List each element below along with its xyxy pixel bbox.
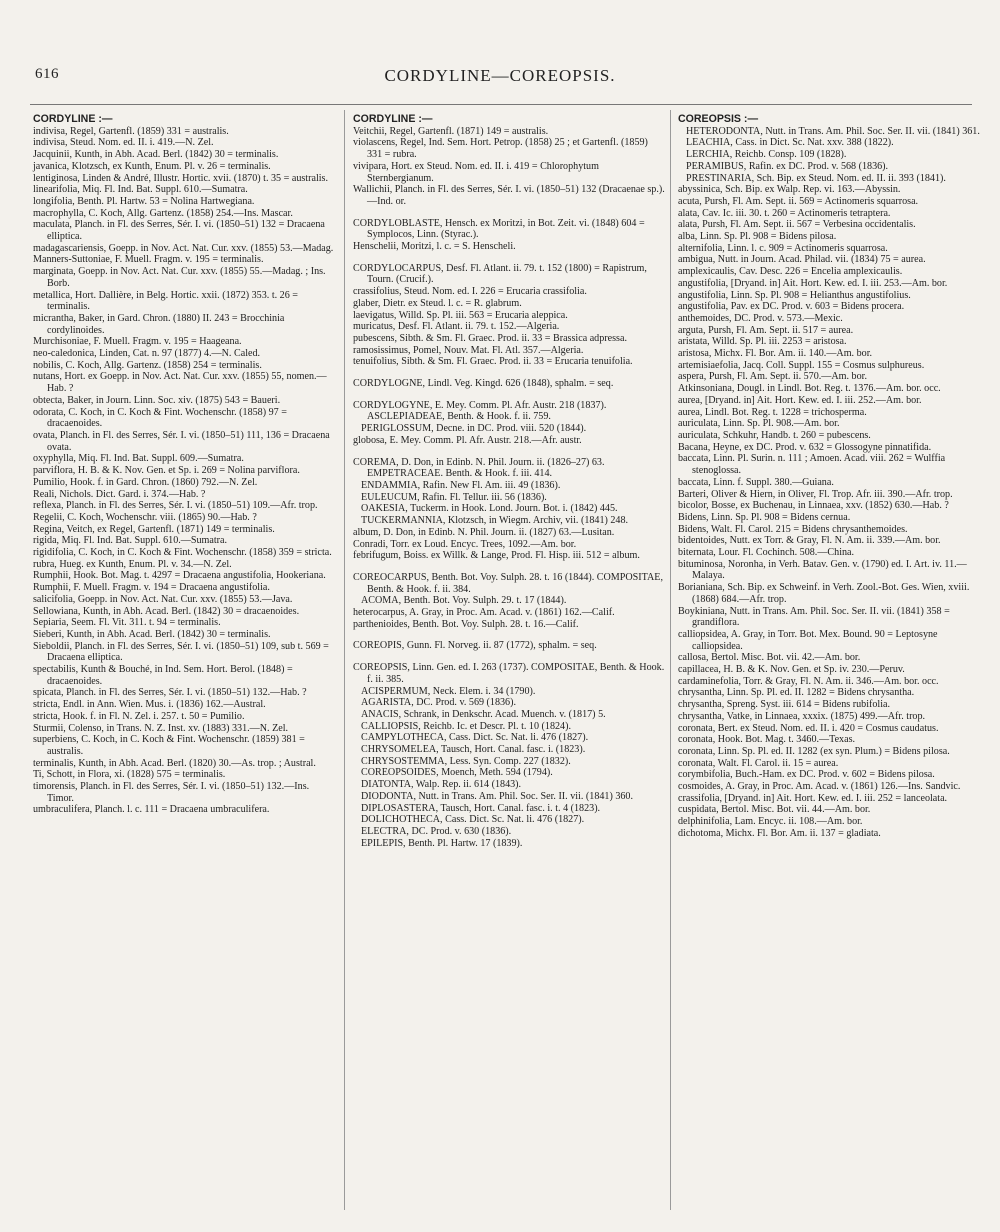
- index-entry: Reali, Nichols. Dict. Gard. i. 374.—Hab. ?: [33, 488, 206, 500]
- synonym-entry: DIODONTA, Nutt. in Trans. Am. Phil. Soc. Ser. II. vii. (1841) 360.: [361, 790, 634, 802]
- index-entry: bituminosa, Noronha, in Verh. Batav. Gen. v. (1790) ed. I. Art. iv. 11.—Malaya.: [678, 558, 967, 582]
- index-entry: COREOPIS, Gunn. Fl. Norveg. ii. 87 (1772), sphalm. = seq.: [353, 640, 597, 652]
- synonym-entry: CALLIOPSIS, Reichb. Ic. et Descr. Pl. t. 10 (1824).: [361, 720, 571, 732]
- index-entry: album, D. Don, in Edinb. N. Phil. Journ. ii. (1827) 63.—Lusitan.: [353, 526, 615, 538]
- index-entry: Sieberi, Kunth, in Abh. Acad. Berl. (1842) 30 = terminalis.: [33, 628, 271, 640]
- index-entry: crassifolius, Steud. Nom. ed. I. 226 = Erucaria crassifolia.: [353, 286, 587, 298]
- index-entry: Sepiaria, Seem. Fl. Vit. 311. t. 94 = terminalis.: [33, 617, 221, 629]
- index-entry: Bacana, Heyne, ex DC. Prod. v. 632 = Glossogyne pinnatifida.: [678, 441, 932, 453]
- index-entry: rubra, Hueg. ex Kunth, Enum. Pl. v. 34.—N. Zel.: [33, 558, 232, 570]
- synonym-entry: EPILEPIS, Benth. Pl. Hartw. 17 (1839).: [361, 837, 523, 849]
- index-entry: ramosissimus, Pomel, Nouv. Mat. Fl. Atl. 357.—Algeria.: [353, 344, 584, 356]
- index-entry: reflexa, Planch. in Fl. des Serres, Sér. I. vi. (1850–51) 109.—Afr. trop.: [33, 500, 318, 512]
- index-entry: Veitchii, Regel, Gartenfl. (1871) 149 = australis.: [353, 125, 549, 137]
- index-entry: CORDYLOGYNE, E. Mey. Comm. Pl. Afr. Austr. 218 (1837). ASCLEPIADEAE, Benth. & Hook. f. ii. 759.: [353, 399, 607, 423]
- synonym-entry: COREOPSOIDES, Moench, Meth. 594 (1794).: [361, 767, 553, 779]
- index-entry: coronata, Walt. Fl. Carol. ii. 15 = aurea.: [678, 757, 839, 769]
- index-entry: maculata, Planch. in Fl. des Serres, Sér. I. vi. (1850–51) 132 = Dracaena elliptica.: [33, 219, 325, 243]
- index-entry: Manners-Suttoniae, F. Muell. Fragm. v. 195 = terminalis.: [33, 254, 264, 266]
- synonym-entry: CAMPYLOTHECA, Cass. Dict. Sc. Nat. li. 476 (1827).: [361, 732, 589, 744]
- index-entry: COREOCARPUS, Benth. Bot. Voy. Sulph. 28. t. 16 (1844). COMPOSITAE, Benth. & Hook. f. ii. 384.: [353, 571, 663, 595]
- index-entry: baccata, Linn. Pl. Surin. n. 111 ; Amoen. Acad. viii. 262 = Wulffia stenoglossa.: [678, 453, 946, 477]
- index-entry: Rumphii, Hook. Bot. Mag. t. 4297 = Dracaena angustifolia, Hookeriana.: [33, 570, 326, 582]
- index-entry: alata, Pursh, Fl. Am. Sept. ii. 567 = Verbesina occidentalis.: [678, 219, 916, 231]
- index-entry: Barteri, Oliver & Hiern, in Oliver, Fl. Trop. Afr. iii. 390.—Afr. trop.: [678, 488, 953, 500]
- index-entry: cosmoides, A. Gray, in Proc. Am. Acad. v. (1861) 126.—Ins. Sandvic.: [678, 781, 961, 793]
- index-entry: febrifugum, Boiss. ex Willk. & Lange, Prod. Fl. Hisp. iii. 512 = album.: [353, 550, 640, 562]
- index-entry: terminalis, Kunth, in Abh. Acad. Berl. (1820) 30.—As. trop. ; Austral.: [33, 757, 316, 769]
- synonym-entry: CHRYSOMELEA, Tausch, Hort. Canal. fasc. i. (1823).: [361, 744, 586, 756]
- synonym-entry: LERCHIA, Reichb. Consp. 109 (1828).: [686, 149, 847, 161]
- index-entry: CORDYLOCARPUS, Desf. Fl. Atlant. ii. 79. t. 152 (1800) = Rapistrum, Tourn. (Crucif.).: [353, 262, 647, 286]
- synonym-entry: ACISPERMUM, Neck. Elem. i. 34 (1790).: [361, 685, 536, 697]
- index-entry: metallica, Hort. Dallière, in Belg. Hortic. xxii. (1872) 353. t. 26 = terminalis.: [33, 289, 298, 313]
- index-entry: bicolor, Bosse, ex Buchenau, in Linnaea, xxv. (1852) 630.—Hab. ?: [678, 500, 949, 512]
- index-entry: glaber, Dietr. ex Steud. l. c. = R. glabrum.: [353, 297, 522, 309]
- index-entry: violascens, Regel, Ind. Sem. Hort. Petrop. (1858) 25 ; et Gartenfl. (1859) 331 = rubra.: [353, 137, 648, 161]
- index-entry: aristata, Willd. Sp. Pl. iii. 2253 = aristosa.: [678, 336, 847, 348]
- index-entry: baccata, Linn. f. Suppl. 380.—Guiana.: [678, 476, 834, 488]
- index-entry: spectabilis, Kunth & Bouché, in Ind. Sem. Hort. Berol. (1848) = dracaenoides.: [33, 664, 293, 687]
- synonym-entry: TUCKERMANNIA, Klotzsch, in Wiegm. Archiv, vii. (1841) 248.: [361, 515, 629, 527]
- index-entry: crassifolia, [Dryand. in] Ait. Hort. Kew. ed. I. iii. 252 = lanceolata.: [678, 792, 948, 804]
- text-column-left: [33, 114, 335, 816]
- index-entry: timorensis, Planch. in Fl. des Serres, Sér. I. vi. (1850–51) 132.—Ins. Timor.: [33, 781, 310, 804]
- index-entry: superbiens, C. Koch, in C. Koch & Fint. Wochenschr. (1859) 381 = australis.: [33, 734, 305, 757]
- index-entry: acuta, Pursh, Fl. Am. Sept. ii. 569 = Actinomeris squarrosa.: [678, 195, 919, 207]
- index-entry: Sellowiana, Kunth, in Abh. Acad. Berl. (1842) 30 = dracaenoides.: [33, 605, 300, 617]
- index-entry: COREMA, D. Don, in Edinb. N. Phil. Journ. ii. (1826–27) 63. EMPETRACEAE. Benth. & Hook. f. iii. 414.: [353, 456, 605, 480]
- index-entry: capillacea, H. B. & K. Nov. Gen. et Sp. iv. 230.—Peruv.: [678, 664, 905, 676]
- index-entry: Pumilio, Hook. f. in Gard. Chron. (1860) 792.—N. Zel.: [33, 476, 258, 488]
- index-entry: auriculata, Linn. Sp. Pl. 908.—Am. bor.: [678, 418, 840, 430]
- index-entry: marginata, Goepp. in Nov. Act. Nat. Cur. xxv. (1855) 55.—Madag. ; Ins. Borb.: [33, 266, 326, 289]
- index-entry: nobilis, C. Koch, Allg. Gartenz. (1858) 254 = terminalis.: [33, 359, 262, 371]
- index-entry: umbraculifera, Planch. l. c. 111 = Dracaena umbraculifera.: [33, 804, 270, 816]
- section-heading: CORDYLINE :—: [33, 113, 113, 125]
- index-entry: muricatus, Desf. Fl. Atlant. ii. 79. t. 152.—Algeria.: [353, 321, 560, 333]
- synonym-entry: ENDAMMIA, Rafin. New Fl. Am. iii. 49 (1836).: [361, 479, 561, 491]
- index-entry: aurea, [Dryand. in] Ait. Hort. Kew. ed. I. iii. 252.—Am. bor.: [678, 394, 922, 406]
- index-entry: odorata, C. Koch, in C. Koch & Fint. Wochenschr. (1858) 97 = dracaenoides.: [33, 406, 287, 430]
- synonym-entry: PERAMIBUS, Rafin. ex DC. Prod. v. 568 (1836).: [686, 160, 889, 172]
- synonym-entry: DIATONTA, Walp. Rep. ii. 614 (1843).: [361, 779, 522, 791]
- index-entry: biternata, Lour. Fl. Cochinch. 508.—China.: [678, 547, 855, 559]
- index-entry: artemisiaefolia, Jacq. Coll. Suppl. 155 = Cosmus sulphureus.: [678, 359, 925, 371]
- index-entry: calliopsidea, A. Gray, in Torr. Bot. Mex. Bound. 90 = Leptosyne calliopsidea.: [678, 628, 938, 652]
- index-entry: COREOPSIS, Linn. Gen. ed. I. 263 (1737). COMPOSITAE, Benth. & Hook. f. ii. 385.: [353, 662, 665, 685]
- index-entry: Atkinsoniana, Dougl. in Lindl. Bot. Reg. t. 1376.—Am. bor. occ.: [678, 383, 941, 395]
- index-entry: indivisa, Regel, Gartenfl. (1859) 331 = australis.: [33, 125, 229, 137]
- index-entry: CORDYLOGNE, Lindl. Veg. Kingd. 626 (1848), sphalm. = seq.: [353, 378, 614, 390]
- column-separator: [670, 110, 671, 1210]
- synonym-entry: DIPLOSASTERA, Tausch, Hort. Canal. fasc. i. t. 4 (1823).: [361, 802, 601, 814]
- synonym-entry: PRESTINARIA, Sch. Bip. ex Steud. Nom. ed. II. ii. 393 (1841).: [686, 172, 946, 184]
- index-entry: alata, Cav. Ic. iii. 30. t. 260 = Actinomeris tetraptera.: [678, 207, 891, 219]
- index-entry: cardaminefolia, Torr. & Gray, Fl. N. Am. ii. 346.—Am. bor. occ.: [678, 675, 939, 687]
- index-entry: chrysantha, Linn. Sp. Pl. ed. II. 1282 = Bidens chrysantha.: [678, 687, 915, 699]
- index-entry: obtecta, Baker, in Journ. Linn. Soc. xiv. (1875) 543 = Baueri.: [33, 394, 281, 406]
- index-entry: coronata, Hook. Bot. Mag. t. 3460.—Texas.: [678, 734, 856, 746]
- synonym-entry: LEACHIA, Cass. in Dict. Sc. Nat. xxv. 388 (1822).: [686, 137, 894, 149]
- synonym-entry: HETERODONTA, Nutt. in Trans. Am. Phil. Soc. Ser. II. vii. (1841) 361.: [686, 125, 980, 137]
- index-entry: anthemoides, DC. Prod. v. 573.—Mexic.: [678, 312, 843, 324]
- index-entry: globosa, E. Mey. Comm. Pl. Afr. Austr. 218.—Afr. austr.: [353, 434, 582, 446]
- index-entry: parviflora, H. B. & K. Nov. Gen. et Sp. i. 269 = Nolina parviflora.: [33, 465, 300, 477]
- index-entry: dichotoma, Michx. Fl. Bor. Am. ii. 137 = gladiata.: [678, 827, 881, 839]
- index-entry: aurea, Lindl. Bot. Reg. t. 1228 = trichosperma.: [678, 406, 867, 418]
- index-entry: nutans, Hort. ex Goepp. in Nov. Act. Nat. Cur. xxv. (1855) 55, nomen.—Hab. ?: [33, 371, 327, 395]
- index-entry: tenuifolius, Sibth. & Sm. Fl. Graec. Prod. ii. 33 = Erucaria tenuifolia.: [353, 356, 633, 368]
- index-entry: pubescens, Sibth. & Sm. Fl. Graec. Prod. ii. 33 = Brassica adpressa.: [353, 332, 627, 344]
- index-entry: Regina, Veitch, ex Regel, Gartenfl. (1871) 149 = terminalis.: [33, 523, 275, 535]
- index-entry: Sturmii, Colenso, in Trans. N. Z. Inst. xv. (1883) 331.—N. Zel.: [33, 722, 289, 734]
- index-entry: delphinifolia, Lam. Encyc. ii. 108.—Am. bor.: [678, 816, 863, 828]
- index-entry: cuspidata, Bertol. Misc. Bot. vii. 44.—Am. bor.: [678, 804, 871, 816]
- index-entry: stricta, Hook. f. in Fl. N. Zel. i. 257. t. 50 = Pumilio.: [33, 710, 245, 722]
- synonym-entry: AGARISTA, DC. Prod. v. 569 (1836).: [361, 697, 516, 709]
- synonym-entry: EULEUCUM, Rafin. Fl. Tellur. iii. 56 (1836).: [361, 491, 547, 503]
- column-separator: [344, 110, 345, 1210]
- index-entry: salicifolia, Goepp. in Nov. Act. Nat. Cur. xxv. (1855) 53.—Java.: [33, 593, 293, 605]
- index-entry: Wallichii, Planch. in Fl. des Serres, Sér. I. vi. (1850–51) 132 (Dracaenae sp.).—Ind. or.: [353, 184, 665, 207]
- text-column-right: [678, 114, 988, 840]
- synonym-entry: ELECTRA, DC. Prod. v. 630 (1836).: [361, 825, 512, 837]
- index-entry: Conradi, Torr. ex Loud. Encyc. Trees, 1092.—Am. bor.: [353, 538, 577, 550]
- index-entry: auriculata, Schkuhr, Handb. t. 260 = pubescens.: [678, 429, 871, 441]
- index-entry: angustifolia, Pav. ex DC. Prod. v. 603 = Bidens procera.: [678, 301, 905, 313]
- section-heading: CORDYLINE :—: [353, 113, 433, 125]
- page-number: 616: [35, 66, 59, 82]
- index-entry: javanica, Klotzsch, ex Kunth, Enum. Pl. v. 26 = terminalis.: [33, 160, 271, 172]
- running-head: CORDYLINE—COREOPSIS.: [384, 66, 616, 85]
- synonym-entry: ACOMA, Benth. Bot. Voy. Sulph. 29. t. 17 (1844).: [361, 595, 567, 607]
- index-entry: amplexicaulis, Cav. Desc. 226 = Encelia amplexicaulis.: [678, 266, 903, 278]
- synonym-entry: ANACIS, Schrank, in Denkschr. Acad. Muench. v. (1817) 5.: [361, 708, 606, 720]
- index-entry: abyssinica, Sch. Bip. ex Walp. Rep. vi. 163.—Abyssin.: [678, 184, 901, 196]
- index-entry: Borianiana, Sch. Bip. ex Schweinf. in Verh. Zool.-Bot. Ges. Wien, xviii. (1868) 684.—Afr. trop.: [678, 582, 970, 605]
- index-entry: bidentoides, Nutt. ex Torr. & Gray, Fl. N. Am. ii. 339.—Am. bor.: [678, 535, 941, 547]
- index-entry: Regelii, C. Koch, Wochenschr. viii. (1865) 90.—Hab. ?: [33, 511, 257, 523]
- index-entry: Murchisoniae, F. Muell. Fragm. v. 195 = Haageana.: [33, 336, 242, 348]
- text-column-middle: [353, 114, 665, 849]
- index-entry: micrantha, Baker, in Gard. Chron. (1880) II. 243 = Brocchinia cordylinoides.: [33, 312, 285, 336]
- index-entry: vivipara, Hort. ex Steud. Nom. ed. II. i. 419 = Chlorophytum Sternbergianum.: [353, 160, 599, 184]
- index-entry: callosa, Bertol. Misc. Bot. vii. 42.—Am. bor.: [678, 652, 861, 664]
- index-entry: aristosa, Michx. Fl. Bor. Am. ii. 140.—Am. bor.: [678, 348, 873, 360]
- index-entry: indivisa, Steud. Nom. ed. II. i. 419.—N. Zel.: [33, 137, 214, 149]
- index-entry: rigidifolia, C. Koch, in C. Koch & Fint. Wochenschr. (1858) 359 = stricta.: [33, 547, 332, 559]
- index-entry: lentiginosa, Linden & André, Illustr. Hortic. xvii. (1870) t. 35 = australis.: [33, 172, 329, 184]
- index-entry: Ti, Schott, in Flora, xi. (1828) 575 = terminalis.: [33, 769, 226, 781]
- index-entry: alba, Linn. Sp. Pl. 908 = Bidens pilosa.: [678, 231, 837, 243]
- index-entry: coronata, Linn. Sp. Pl. ed. II. 1282 (ex syn. Plum.) = Bidens pilosa.: [678, 745, 950, 757]
- index-entry: neo-caledonica, Linden, Cat. n. 97 (1877) 4.—N. Caled.: [33, 348, 261, 360]
- index-entry: oxyphylla, Miq. Fl. Ind. Bat. Suppl. 609.—Sumatra.: [33, 453, 244, 465]
- index-entry: aspera, Pursh, Fl. Am. Sept. ii. 570.—Am. bor.: [678, 371, 867, 383]
- synonym-entry: OAKESIA, Tuckerm. in Hook. Lond. Journ. Bot. i. (1842) 445.: [361, 503, 618, 515]
- index-entry: linearifolia, Miq. Fl. Ind. Bat. Suppl. 610.—Sumatra.: [33, 184, 248, 196]
- index-entry: macrophylla, C. Koch, Allg. Gartenz. (1858) 254.—Ins. Mascar.: [33, 207, 293, 219]
- index-entry: laevigatus, Willd. Sp. Pl. iii. 563 = Erucaria aleppica.: [353, 309, 568, 321]
- index-entry: Boykiniana, Nutt. in Trans. Am. Phil. Soc. Ser. II. vii. (1841) 358 = grandiflora.: [678, 605, 950, 629]
- index-entry: Sieboldii, Planch. in Fl. des Serres, Sér. I. vi. (1850–51) 109, sub t. 569 = Dracaena elliptica.: [33, 640, 329, 664]
- index-entry: spicata, Planch. in Fl. des Serres, Sér. I. vi. (1850–51) 132.—Hab. ?: [33, 687, 307, 699]
- index-entry: CORDYLOBLASTE, Hensch. ex Moritzi, in Bot. Zeit. vi. (1848) 604 = Symplocos, Linn. (Styrac.).: [353, 217, 645, 241]
- index-entry: parthenioides, Benth. Bot. Voy. Sulph. 28. t. 16.—Calif.: [353, 618, 579, 630]
- index-entry: angustifolia, Linn. Sp. Pl. 908 = Helianthus angustifolius.: [678, 289, 911, 301]
- index-entry: ovata, Planch. in Fl. des Serres, Sér. I. vi. (1850–51) 111, 136 = Dracaena ovata.: [33, 429, 330, 453]
- index-entry: Jacquinii, Kunth, in Abh. Acad. Berl. (1842) 30 = terminalis.: [33, 149, 279, 161]
- index-entry: heterocarpus, A. Gray, in Proc. Am. Acad. v. (1861) 162.—Calif.: [353, 607, 615, 619]
- index-entry: Bidens, Walt. Fl. Carol. 215 = Bidens chrysanthemoides.: [678, 523, 908, 535]
- index-entry: chrysantha, Vatke, in Linnaea, xxxix. (1875) 499.—Afr. trop.: [678, 710, 926, 722]
- index-entry: alternifolia, Linn. l. c. 909 = Actinomeris squarrosa.: [678, 242, 888, 254]
- header-rule: [30, 104, 972, 105]
- index-entry: Rumphii, F. Muell. Fragm. v. 194 = Dracaena angustifolia.: [33, 582, 270, 594]
- index-entry: Henschelii, Moritzi, l. c. = S. Henscheli.: [353, 241, 516, 253]
- index-entry: rigida, Miq. Fl. Ind. Bat. Suppl. 610.—Sumatra.: [33, 535, 228, 547]
- index-entry: chrysantha, Spreng. Syst. iii. 614 = Bidens rubifolia.: [678, 699, 891, 711]
- index-entry: ambigua, Nutt. in Journ. Acad. Philad. vii. (1834) 75 = aurea.: [678, 254, 926, 266]
- index-entry: stricta, Endl. in Ann. Wien. Mus. i. (1836) 162.—Austral.: [33, 699, 266, 711]
- index-entry: longifolia, Benth. Pl. Hartw. 53 = Nolina Hartwegiana.: [33, 195, 255, 207]
- index-entry: madagascariensis, Goepp. in Nov. Act. Nat. Cur. xxv. (1855) 53.—Madag.: [33, 242, 334, 254]
- index-entry: angustifolia, [Dryand. in] Ait. Hort. Kew. ed. I. iii. 253.—Am. bor.: [678, 277, 948, 289]
- synonym-entry: DOLICHOTHECA, Cass. Dict. Sc. Nat. li. 476 (1827).: [361, 814, 585, 826]
- section-heading: COREOPSIS :—: [678, 113, 759, 125]
- index-entry: Bidens, Linn. Sp. Pl. 908 = Bidens cernua.: [678, 511, 851, 523]
- synonym-entry: CHRYSOSTEMMA, Less. Syn. Comp. 227 (1832).: [361, 755, 571, 767]
- synonym-entry: PERIGLOSSUM, Decne. in DC. Prod. viii. 520 (1844).: [361, 423, 587, 435]
- index-entry: arguta, Pursh, Fl. Am. Sept. ii. 517 = aurea.: [678, 324, 854, 336]
- index-entry: coronata, Bert. ex Steud. Nom. ed. II. i. 420 = Cosmus caudatus.: [678, 722, 939, 734]
- index-entry: corymbifolia, Buch.-Ham. ex DC. Prod. v. 602 = Bidens pilosa.: [678, 769, 935, 781]
